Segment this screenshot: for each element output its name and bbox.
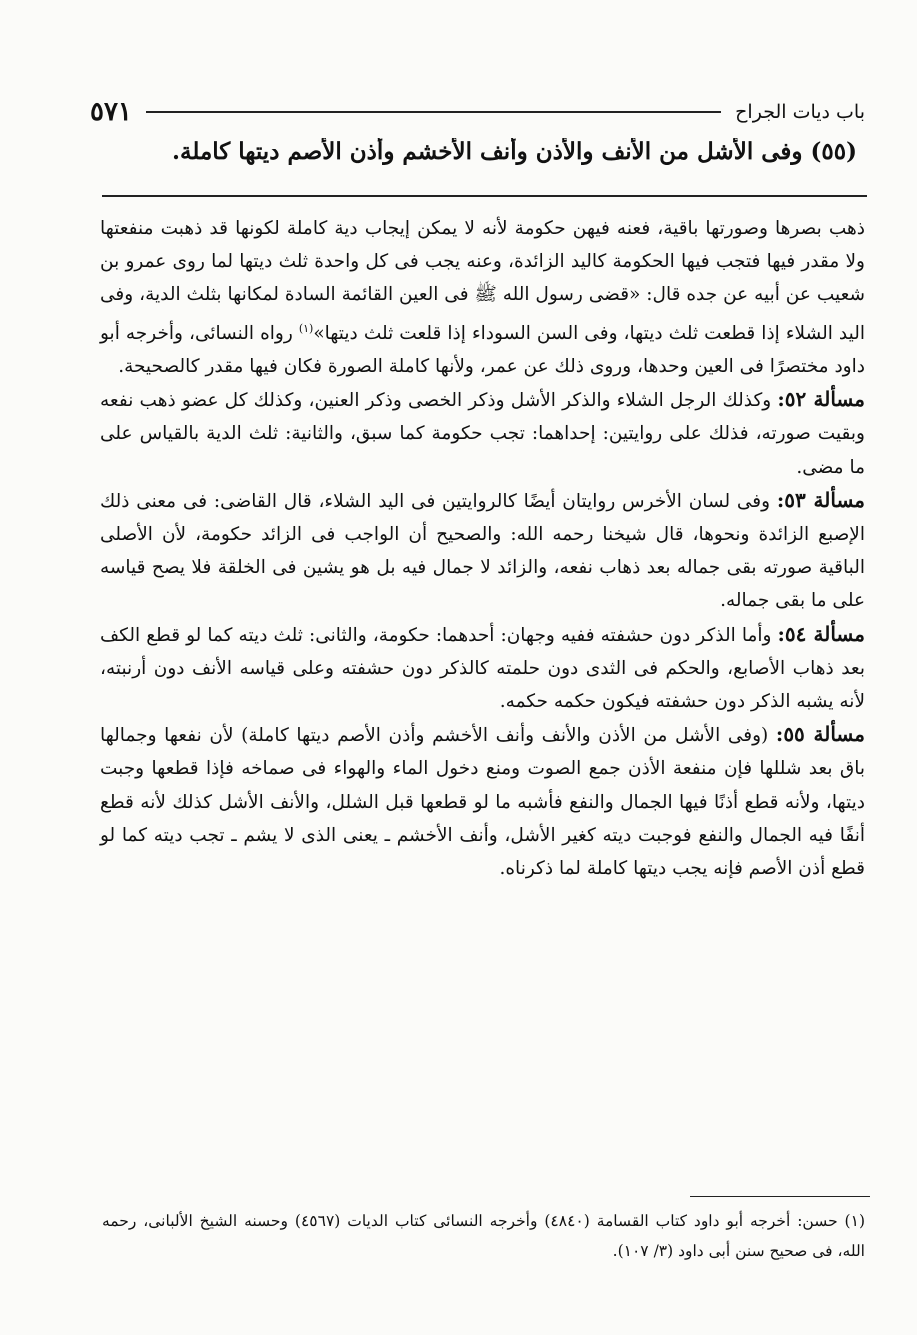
issue-55 — [100, 718, 865, 885]
issue-53-text: وفى لسان الأخرس روايتان أيضًا كالروايتين فى اليد الشلاء، قال القاضى: فى معنى ذلك الإصبع الزائدة ونحوها، قال شيخنا رحمه الله: والصحيح أن الواجب فى الزائد حكومة، لأن الأصلى الباقية صورته بقى جماله بعد ذهاب نفعه، والزائد لا جمال فيه بل هو يشين فى الخلقة فلا يصح قياسه على ما بقى جماله. — [100, 490, 865, 612]
intro-tail: رواه النسائى، وأخرجه أبو داود مختصرًا فى العين وحدها، وروى ذلك عن عمر، ولأنها كاملة الصورة فكان فيها مقدر كالصحيحة. — [100, 322, 865, 377]
issue-53 — [100, 484, 865, 618]
issue-53-label: مسألة ٥٣: — [776, 487, 865, 512]
footnote: (١) حسن: أخرجه أبو داود كتاب القسامة (٤٨٤٠) وأخرجه النسائى كتاب الديات (٤٥٦٧) وحسنه الشيخ الألبانى، رحمه الله، فى صحيح سنن أبى داود (٣/ ١٠٧). — [102, 1212, 865, 1260]
issue-54-label: مسألة ٥٤: — [777, 621, 865, 646]
issue-52-label: مسألة ٥٢: — [777, 387, 865, 412]
issue-55-label: مسألة ٥٥: — [775, 722, 865, 747]
page-number: ٥٧١ — [90, 97, 132, 127]
intro-text: ذهب بصرها وصورتها باقية، فعنه فيهن حكومة لأنه لا يمكن إيجاب دية كاملة لكونها قد ذهبت منفعتها ولا مقدر فيها فتجب فيها الحكومة كاليد الزائدة، وعنه يجب فى كل واحدة ثلث ديتها لما روى عمرو بن شعيب عن أبيه عن جده قال: «قضى رسول الله ﷺ فى العين القائمة السادة لمكانها بثلث الدية، وفى اليد الشلاء إذا قطعت ثلث ديتها، وفى السن السوداء إذا قلعت ثلث ديتها» — [100, 218, 865, 344]
issue-54 — [100, 618, 865, 719]
heading-divider — [102, 195, 867, 197]
issue-55-text: (وفى الأشل من الأذن والأنف وأنف الأخشم وأذن الأصم ديتها كاملة) لأن نفعها وجمالها باق بعد شللها فإن منفعة الأذن جمع الصوت ومنع دخول الماء والهواء فى صماخه فإذا قطعها وجبت ديتها، ولأنه قطع أذنًا فيها الجمال والنفع فأشبه ما لو قطعها قبل الشلل، والأنف الأشل كذلك لأنه قطع أنفًا فيه الجمال والنفع فوجبت ديته كغير الأشل، وأنف الأخشم ـ يعنى الذى لا يشم ـ تجب ديته كما لو قطع أذن الأصم فإنه يجب ديتها كاملة لما ذكرناه. — [100, 725, 865, 880]
commentary-body — [100, 212, 865, 885]
page-header — [90, 92, 865, 132]
chapter-title: باب ديات الجراح — [735, 101, 865, 123]
intro-paragraph — [100, 212, 865, 383]
footnote-divider — [690, 1196, 870, 1197]
issue-52 — [100, 383, 865, 484]
issue-52-text: وكذلك الرجل الشلاء والذكر الأشل وذكر الخصى وذكر العنين، وكذلك كل عضو ذهب نفعه وبقيت صورته، فذلك على روايتين: إحداهما: تجب حكومة كما سبق، والثانية: ثلث الدية بالقياس على ما مضى. — [100, 390, 865, 478]
footnote-ref[interactable]: (١) — [298, 321, 314, 335]
issue-54-text: وأما الذكر دون حشفته ففيه وجهان: أحدهما: حكومة، والثانى: ثلث ديته كما لو قطع الكف بعد ذهاب الأصابع، والحكم فى الثدى دون حلمته كالذكر دون حشفته وعلى قياسه الأنف دون أرنبته، لأنه يشبه الذكر دون حشفته فيكون حكمه حكمه. — [100, 624, 865, 712]
section-heading: (٥٥) وفى الأشل من الأنف والأذن وأنف الأخشم وأذن الأصم ديتها كاملة. — [172, 138, 857, 165]
header-rule — [146, 111, 721, 113]
